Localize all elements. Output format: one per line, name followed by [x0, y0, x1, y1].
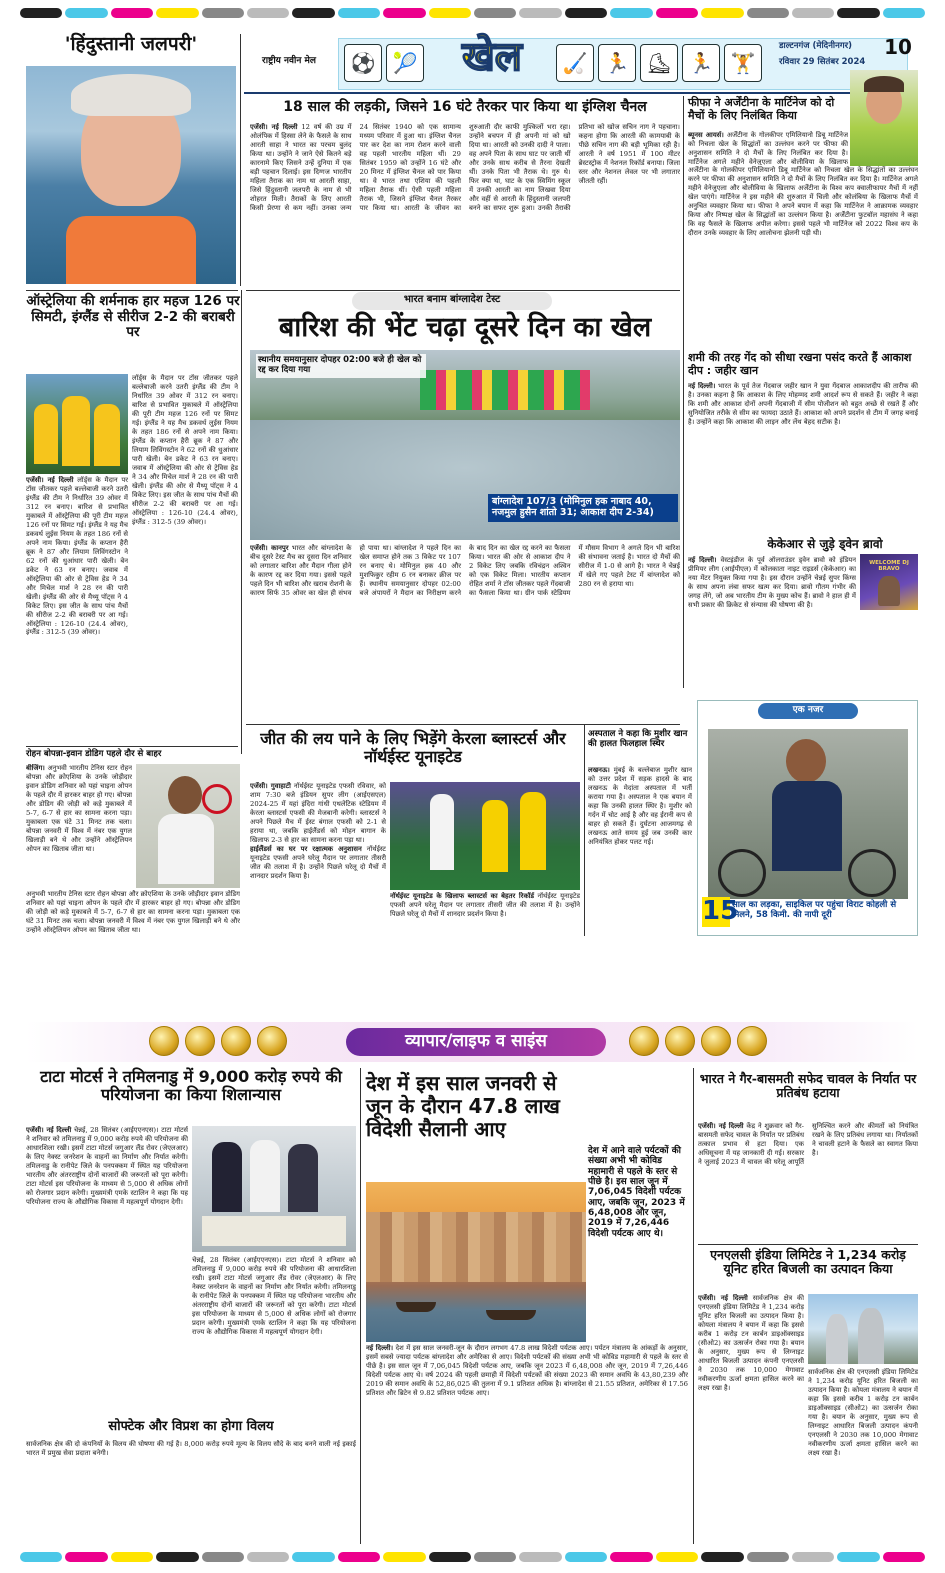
ghat-photo — [366, 1182, 586, 1342]
kerala-story-mid — [390, 892, 580, 934]
skater-icon: ⛸ — [640, 44, 678, 82]
page-number: 10 — [884, 35, 912, 59]
martinez-photo — [850, 70, 918, 166]
rice-byline: एजेंसी। नई दिल्ली — [698, 1122, 744, 1130]
kerala-headline: जीत की लय पाने के लिए भिड़ेंगे केरला ब्लास्टर्स और नॉर्थईस्ट यूनाइटेड — [260, 729, 566, 767]
kkr-byline: नई दिल्ली। — [688, 556, 717, 564]
australia-headline: ऑस्ट्रेलिया की शर्मनाक हार महज 126 पर सिमटी, इंग्लैंड से सीरीज 2-2 की बराबरी पर — [26, 293, 240, 341]
swimmer-banner: 'हिंदुस्तानी जलपरी' — [64, 33, 198, 55]
kerala-subtext: नॉर्थईस्ट यूनाइटेड एफसी अपने घरेलू मैदान पर लगातार तीसरी जीत की तलाश में है। उन्होंने पिछले घरेलू दो मैचों में शानदार प्रदर्शन किया है। — [250, 844, 386, 880]
kerala-byline: एजेंसी। गुवाहाटी — [250, 782, 291, 790]
australia-story — [26, 476, 128, 742]
bottom-color-bar — [20, 1552, 925, 1562]
runner-icon: 🏃 — [598, 44, 636, 82]
australia-byline: एजेंसी। नई दिल्ली — [26, 476, 74, 484]
kkr-text: वेस्टइंडीज के पूर्व ऑलराउंडर ड्वेन ब्रावो को इंडियन प्रीमियर लीग (आईपीएल) में कोलकाता नाइट राइडर्स (केकेआर) का नया मेंटर नियुक्त किया गया है। इस दौरान उन्होंने चेन्नई सुपर किंग्स के साथ अपना लंबा सफर खत्म कर दिया। ब्रावो गौतम गंभीर की जगह लेंगे, जो अब भारतीय टीम के मुख्य कोच हैं। ब्रावो ने हाल ही में सभी प्रकार की क्रिकेट से संन्यास की घोषणा की है। — [688, 556, 856, 609]
eknazar-label: एक नजर — [758, 703, 858, 719]
bopanna-headline: रोहन बोपन्ना-इवान डोडिग पहले दौर से बाहर — [26, 749, 162, 759]
tata-photo — [192, 1126, 356, 1252]
coins-right — [626, 1026, 770, 1060]
tata-story-cont: चेन्नई, 28 सितंबर (आईएएनएस)। टाटा मोटर्स ने शनिवार को तमिलनाडु में 9,000 करोड़ रुपये की परियोजना की आधारशिला रखी। इसमें टाटा मोटर्स जगुआर लैंड रोवर (जेएलआर) के लिए नेक्स्ट जनरेशन के वाहनों का निर्माण और निर्यात करेगी। तमिलनाडु के रानीपेट जिले के पनपक्कम में स्थित यह परियोजना भारतीय और अंतरराष्ट्रीय दोनों बाजारों की जरूरतों को पूरा करेगी। टाटा मोटर्स इस परियोजना के माध्यम से 5,000 से अधिक लोगों को रोजगार प्रदान करेगी। मुख्यमंत्री एमके स्टालिन ने कहा कि यह परियोजना राज्य के औद्योगिक विकास में महत्वपूर्ण योगदान देगी। — [192, 1256, 356, 1336]
nlc-byline: एजेंसी। नई दिल्ली — [698, 1294, 748, 1302]
musheer-byline: लखनऊ। — [588, 766, 610, 774]
kkr-headline: केकेआर से जुड़े ड्वेन ब्रावो — [767, 537, 883, 551]
bopanna-text: अनुभवी भारतीय टेनिस स्टार रोहन बोपन्ना और क्रोएशिया के उनके जोड़ीदार इवान डोडिग शनिवार को यहां चाइना ओपन के पहले दौर में हारकर बाहर हो गए। बोपन्ना और डोडिग की जोड़ी को कड़े मुकाबले में 5-7, 6-7 से हार का सामना करना पड़ा। मुकाबला एक घंटे 31 मिनट तक चला। बोपन्ना जनवरी में विश्व में नंबर एक युगल खिलाड़ी बने थे और उन्होंने ऑस्ट्रेलियन ओपन का खिताब जीता था। — [26, 764, 132, 853]
tourists-side-note: देश में आने वाले पर्यटकों की संख्या अभी भी कोविड महामारी से पहले के स्तर से पीछे है। इस साल जून में 7,06,045 विदेशी पर्यटक आए, जबकि जून, 2023 में 6,48,008 और जून, 2019 में 7,26,446 विदेशी पर्यटक आए थे। — [588, 1146, 685, 1239]
tennis-icon: 🎾 — [386, 44, 424, 82]
masthead — [244, 34, 914, 94]
bravo-photo-text: WELCOME DJ BRAVO — [869, 560, 909, 572]
eknazar-caption: साल का लड़का, साइकिल पर पहुंचा विराट कोहली से मिलने, 58 किमी. की नापी दूरी — [732, 900, 897, 920]
musheer-text: मुंबई के बल्लेबाज मुशीर खान को उत्तर प्रदेश में सड़क हादसे के बाद लखनऊ के मेदांता अस्पताल में भर्ती कराया गया है। अस्पताल ने एक बयान में कहा कि उनकी हालत स्थिर है। मुशीर को गर्दन में चोट आई है और वह ईरानी कप से बाहर हो सकते हैं। दुर्घटना आजमगढ़ से लखनऊ आते समय हुई जब उनकी कार अनियंत्रित होकर पलट गई। — [588, 766, 692, 846]
tata-text: चेन्नई, 28 सितंबर (आईएएनएस)। टाटा मोटर्स ने शनिवार को तमिलनाडु में 9,000 करोड़ रुपये की परियोजना की आधारशिला रखी। इसमें टाटा मोटर्स जगुआर लैंड रोवर (जेएलआर) के लिए नेक्स्ट जनरेशन के वाहनों का निर्माण और निर्यात करेगी। तमिलनाडु के रानीपेट जिले के पनपक्कम में स्थित यह परियोजना भारतीय और अंतरराष्ट्रीय दोनों बाजारों की जरूरतों को पूरा करेगी। टाटा मोटर्स इस परियोजना के माध्यम से 5,000 से अधिक लोगों को रोजगार प्रदान करेगी। मुख्यमंत्री एमके स्टालिन ने कहा कि यह परियोजना राज्य के औद्योगिक विकास में महत्वपूर्ण योगदान देगी। — [26, 1126, 188, 1206]
fifa-headline: फीफा ने अर्जेंटीना के मार्टिनेज को दो मैचों के लिए निलंबित किया — [688, 96, 835, 122]
tourists-text: देश में इस साल जनवरी-जून के दौरान लगभग 47.8 लाख विदेशी पर्यटक आए। पर्यटन मंत्रालय के आंकड़ों के अनुसार, इसमें सबसे ज्यादा पर्यटक बांग्लादेश और अमेरिका से आए। विदेशी पर्यटकों की संख्या अभी भी कोविड महामारी से पहले के स्तर से पीछे है। इस साल जून में 7,06,045 विदेशी पर्यटक आए, जबकि जून 2023 में 6,48,008 और जून, 2019 में 7,26,446 विदेशी पर्यटक आए थे। वर्ष 2024 की पहली छमाही में विदेशी पर्यटकों की संख्या 2023 की समान अवधि के 43,80,239 और 2019 की समान अवधि के 52,86,025 की तुलना में 9.1 प्रतिशत अधिक है। बांग्लादेश से 21.55 प्रतिशत, अमेरिका से 17.56 प्रतिशत और ब्रिटेन से 9.82 प्रतिशत पर्यटक आए। — [366, 1344, 688, 1397]
hurdler-icon: 🏃 — [682, 44, 720, 82]
nlc-story — [698, 1294, 804, 1542]
bopanna-photo — [136, 764, 240, 888]
rain-byline: एजेंसी। कानपुर — [250, 544, 289, 552]
kerala-subhead2: नॉर्थईस्ट यूनाइटेड के खिलाफ ब्लास्टर्स का बेहतर रिकॉर्ड — [390, 892, 535, 900]
swimmer-story — [250, 123, 680, 285]
nlc-headline: एनएलसी इंडिया लिमिटेड ने 1,234 करोड़ यूनिट हरित बिजली का उत्पादन किया — [710, 1247, 906, 1277]
tourists-headline: देश में इस साल जनवरी से जून के दौरान 47.8 लाख विदेशी सैलानी आए — [366, 1071, 560, 1141]
rice-headline: भारत ने गैर-बासमती सफेद चावल के निर्यात पर प्रतिबंध हटाया — [699, 1071, 917, 1101]
bopanna-story-cont: अनुभवी भारतीय टेनिस स्टार रोहन बोपन्ना और क्रोएशिया के उनके जोड़ीदार इवान डोडिग शनिवार को यहां चाइना ओपन के पहले दौर में हारकर बाहर हो गए। बोपन्ना और डोडिग की जोड़ी को कड़े मुकाबले में 5-7, 6-7 से हार का सामना करना पड़ा। मुकाबला एक घंटे 31 मिनट तक चला। बोपन्ना जनवरी में विश्व में नंबर एक युगल खिलाड़ी बने थे और उन्होंने ऑस्ट्रेलियन ओपन का खिताब जीता था। — [26, 890, 240, 934]
bravo-photo — [860, 554, 918, 610]
kerala-story — [250, 782, 386, 934]
eknazar-box — [697, 700, 918, 936]
swimmer-headline: 18 साल की लड़की, जिसने 16 घंटे तैरकर पार किया था इंग्लिश चैनल — [283, 99, 647, 115]
bopanna-byline: बीजिंग। — [26, 764, 45, 772]
musheer-story — [588, 766, 692, 934]
soccer-icon: ⚽ — [344, 44, 382, 82]
musheer-headline: अस्पताल ने कहा कि मुशीर खान की हालत फिलहाल स्थिर — [588, 729, 688, 749]
shami-headline: शमी की तरह गेंद को सीधा रखना पसंद करते हैं आकाश दीप : जहीर खान — [688, 351, 912, 377]
rain-time-note: स्थानीय समयानुसार दोपहर 02:00 बजे ही खेल को रद्द कर दिया गया — [256, 354, 426, 378]
fifa-byline: ब्यूनस आयर्स। — [688, 131, 724, 139]
rice-story — [698, 1122, 918, 1240]
edition-date: रविवार 29 सितंबर 2024 — [779, 57, 866, 67]
boy-cycle-photo — [708, 729, 908, 899]
bopanna-story — [26, 764, 132, 888]
business-banner — [26, 1022, 918, 1062]
cricket-team-photo — [26, 374, 128, 474]
tata-byline: एजेंसी। नई दिल्ली — [26, 1126, 72, 1134]
sports-icons-right — [554, 44, 764, 82]
rain-kicker: भारत बनाम बांग्लादेश टेस्ट — [352, 292, 552, 310]
kerala-text-mid: नॉर्थईस्ट यूनाइटेड एफसी अपने घरेलू मैदान पर लगातार तीसरी जीत की तलाश में है। उन्होंने पिछले घरेलू दो मैचों में शानदार प्रदर्शन किया है। — [390, 892, 580, 918]
rain-score-box: बांग्लादेश 107/3 (मोमिनुल हक नाबाद 40, नजमुल हुसैन शांतो 31; आकाश दीप 2-34) — [488, 494, 678, 522]
swimmer-photo — [26, 66, 236, 284]
australia-story-right: लॉर्ड्स के मैदान पर टॉस जीतकर पहले बल्लेबाजी करने उतरी इंग्लैंड की टीम ने निर्धारित 39 ओवर में 312 रन बनाए। बारिश से प्रभावित मुकाबले में ऑस्ट्रेलिया की पूरी टीम महज 126 रनों पर सिमट गई। इंग्लैंड ने यह मैच डकवर्थ लुईस नियम के तहत 186 रनों से अपने नाम किया। इंग्लैंड के कप्तान हैरी ब्रूक ने 87 और लियाम लिविंगस्टोन ने 62 रनों की धुआंधार पारी खेली। बेन डकेट ने 63 रन बनाए। जवाब में ऑस्ट्रेलिया की ओर से ट्रेविस हेड ने 34 और मिचेल मार्श ने 28 रन की पारी खेली। इंग्लैंड की ओर से मैथ्यू पॉट्स ने 4 विकेट लिए। इस जीत के साथ पांच मैचों की सीरीज 2-2 की बराबरी पर आ गई। ऑस्ट्रेलिया : 126-10 (24.4 ओवर), इंग्लैंड : 312-5 (39 ओवर)। — [132, 374, 238, 526]
rice-text: केंद्र ने शुक्रवार को गैर-बासमती सफेद चावल के निर्यात पर प्रतिबंध तत्काल प्रभाव से हटा दिया। एक अधिसूचना में यह जानकारी दी गई। सरकार ने जुलाई 2023 में चावल की घरेलू आपूर्ति सुनिश्चित करने और कीमतों को नियंत्रित रखने के लिए प्रतिबंध लगाया था। निर्यातकों ने चावली हटाने के फैसले का स्वागत किया है। — [698, 1122, 918, 1166]
tata-story — [26, 1126, 188, 1418]
shami-story — [688, 382, 918, 532]
power-plant-photo — [808, 1294, 918, 1364]
rain-story — [250, 544, 680, 720]
sports-icons-left — [342, 44, 426, 82]
eknazar-number: 15 — [702, 896, 739, 926]
kerala-subhead: हाईलैंडर्स का घर पर रक्षात्मक अनुशासन — [250, 844, 362, 853]
swimmer-byline: एजेंसी। नई दिल्ली — [250, 123, 298, 131]
tourists-byline: नई दिल्ली। — [366, 1344, 394, 1352]
australia-text: लॉर्ड्स के मैदान पर टॉस जीतकर पहले बल्लेबाजी करने उतरी इंग्लैंड की टीम ने निर्धारित 39 ओवर में 312 रन बनाए। बारिश से प्रभावित मुकाबले में ऑस्ट्रेलिया की पूरी टीम महज 126 रनों पर सिमट गई। इंग्लैंड ने यह मैच डकवर्थ लुईस नियम के तहत 186 रनों से अपने नाम किया। इंग्लैंड के कप्तान हैरी ब्रूक ने 87 और लियाम लिविंगस्टोन ने 62 रनों की धुआंधार पारी खेली। बेन डकेट ने 63 रन बनाए। जवाब में ऑस्ट्रेलिया की ओर से ट्रेविस हेड ने 34 और मिचेल मार्श ने 28 रन की पारी खेली। इंग्लैंड की ओर से मैथ्यू पॉट्स ने 4 विकेट लिए। इस जीत के साथ पांच मैचों की सीरीज 2-2 की बराबरी पर आ गई। ऑस्ट्रेलिया : 126-10 (24.4 ओवर), इंग्लैंड : 312-5 (39 ओवर)। — [26, 476, 128, 637]
coins-left — [146, 1026, 290, 1060]
rain-headline: बारिश की भेंट चढ़ा दूसरे दिन का खेल — [278, 312, 652, 343]
fifa-story-cont: अर्जेंटीना के गोलकीपर एमिलियानो डिबू मार्टिनेज को निचला खेल के सिद्धांतों का उल्लंघन करने पर फीफा की अनुशासन समिति ने दो मैचों के लिए निलंबित कर दिया है। मार्टिनेज अगले महीने वेनेजुएला और बोलीविया के खिलाफ अर्जेंटीना के विश्व कप क्वालीफायर मैचों में नहीं खेल पाएंगे। मार्टिनेज ने इस महीने की शुरुआत में चिली और कोलंबिया के खिलाफ मैचों में अनुचित व्यवहार किया था। फीफा ने अपने बयान में कहा कि मार्टिनेज ने आक्रामक व्यवहार किया और निष्पक्ष खेल के सिद्धांतों का उल्लंघन किया है। अर्जेंटीना फुटबॉल महासंघ ने कहा कि वह फैसले के खिलाफ अपील करेगा। इससे पहले भी मार्टिनेज को 2022 विश्व कप के दौरान उनके व्यवहार के लिए आलोचना झेलनी पड़ी थी। — [688, 166, 918, 237]
tata-headline: टाटा मोटर्स ने तमिलनाडु में 9,000 करोड़ रुपये की परियोजना का किया शिलान्यास — [40, 1067, 342, 1105]
kkr-story — [688, 556, 856, 684]
tourists-story — [366, 1344, 688, 1542]
paper-name: राष्ट्रीय नवीन मेल — [262, 56, 316, 66]
nlc-text: सार्वजनिक क्षेत्र की एनएलसी इंडिया लिमिटेड ने 1,234 करोड़ यूनिट हरित बिजली का उत्पादन किया है। कोयला मंत्रालय ने बयान में कहा कि इससे करीब 1 करोड़ टन कार्बन डाइऑक्साइड (सीओ2) का उत्सर्जन रोका गया है। बयान के अनुसार, मुख्य रूप से लिग्नाइट आधारित बिजली उत्पादन कंपनी एनएलसी ने 2030 तक 10,000 मेगावाट नवीकरणीय ऊर्जा क्षमता हासिल करने का लक्ष्य रखा है। — [698, 1294, 804, 1392]
shami-byline: नई दिल्ली। — [688, 382, 716, 390]
weightlifter-icon: 🏋 — [724, 44, 762, 82]
swimmer-text: 12 वर्ष की उम्र में ओलंपिक में हिस्सा लेने के फैसले के साथ आरती साहा ने भारत का परचम बुलंद किया था। उन्होंने ने जाने ऐसे कितने बड़े कारनामे किए जिसने उन्हें दुनिया में एक बड़ी पहचान दिलाई। इस दिग्गज भारतीय महिला तैराक का नाम था आरती साहा, जिसे हिंदुस्तानी जलपरी के नाम से भी शोहरत मिली। तैराकों के लिए आरती किसी प्रेरणा से कम नहीं। उनका जन्म 24 सितंबर 1940 को एक सामान्य मध्यम परिवार में हुआ था। इंग्लिश चैनल पार कर देश का नाम रोशन करने वाली वह पहली भारतीय महिला थीं। 29 सितंबर 1959 को उन्होंने 16 घंटे और 20 मिनट में इंग्लिश चैनल को पार किया था। वे भारत तथा एशिया की पहली महिला तैराक थीं। ऐसी पहली महिला तैराक भी, जिसने इंग्लिश चैनल तैरकर पार किया था। आरती के जीवन का शुरुआती दौर काफी मुश्किलों भरा रहा। उन्होंने बचपन में ही अपनी मां को खो दिया था। आरती को उनकी दादी ने पाला। वह अपने पिता के साथ घाट पर जाती थीं और उनके साथ करीब से तैरना देखती थीं। उनके पिता भी तैराक थे। गुरु थे। फिर क्या था, घाट के एक स्विमिंग स्कूल में उनकी आरती का नाम लिखवा दिया और वहीं से आरती के हिंदुस्तानी जलपरी बनने का सफर शुरू हुआ। उनकी तैराकी प्रतिभा को खोज सचिन नाग ने पहचाना। कहना होगा कि आरती की कामयाबी के पीछे सचिन नाग की बड़ी भूमिका रही है। आरती ने वर्ष 1951 में 100 मीटर ब्रेस्टस्ट्रोक में नेशनल रिकॉर्ड बनाया। जिला स्तर और नेशनल लेवल पर भी लगातार जीतती रहीं। — [250, 123, 680, 212]
edition-city: डाल्टनगंज (मेदिनीनगर) — [779, 41, 852, 51]
football-photo — [390, 782, 580, 890]
nlc-story-cont: सार्वजनिक क्षेत्र की एनएलसी इंडिया लिमिटेड ने 1,234 करोड़ यूनिट हरित बिजली का उत्पादन किया है। कोयला मंत्रालय ने बयान में कहा कि इससे करीब 1 करोड़ टन कार्बन डाइऑक्साइड (सीओ2) का उत्सर्जन रोका गया है। बयान के अनुसार, मुख्य रूप से लिग्नाइट आधारित बिजली उत्पादन कंपनी एनएलसी ने 2030 तक 10,000 मेगावाट नवीकरणीय ऊर्जा क्षमता हासिल करने का लक्ष्य रखा है। — [808, 1368, 918, 1457]
rain-text: भारत और बांग्लादेश के बीच दूसरे टेस्ट मैच का दूसरा दिन शनिवार को लगातार बारिश और मैदान गीला होने के कारण रद्द कर दिया गया। इससे पहले पहले दिन भी बारिश और खराब रोशनी के कारण सिर्फ 35 ओवर का खेल ही संभव हो पाया था। बांग्लादेश ने पहले दिन का खेल समाप्त होने तक 3 विकेट पर 107 रन बनाए थे। मोमिनुल हक 40 और मुशफिकुर रहीम 6 रन बनाकर क्रीज पर हैं। स्थानीय समयानुसार दोपहर 02:00 बजे अंपायरों ने मैदान का निरीक्षण करने के बाद दिन का खेल रद्द करने का फैसला किया। भारत की ओर से आकाश दीप ने 2 विकेट लिए जबकि रविचंद्रन अश्विन को एक विकेट मिला। भारतीय कप्तान रोहित शर्मा ने टॉस जीतकर पहले गेंदबाजी का फैसला किया था। ग्रीन पार्क स्टेडियम में मौसम विभाग ने अगले दिन भी बारिश की संभावना जताई है। भारत दो मैचों की सीरीज में 1-0 से आगे है। भारत ने चेन्नई में खेले गए पहले टेस्ट में बांग्लादेश को 280 रन से हराया था। — [250, 544, 680, 597]
top-color-bar — [20, 8, 925, 18]
fifa-story — [688, 131, 848, 165]
section-title: खेल — [462, 34, 522, 80]
softech-headline: सोफ्टेक और विप्रश का होगा विलय — [108, 1419, 274, 1434]
softech-story: सार्वजनिक क्षेत्र की दो कंपनियों के विलय की घोषणा की गई है। 8,000 करोड़ रुपये मूल्य के विलय सौदे के बाद बनने वाली नई इकाई भारत में प्रमुख सेवा प्रदाता बनेगी। — [26, 1440, 356, 1457]
business-banner-title: व्यापार/लाइफ व साइंस — [346, 1028, 606, 1056]
shami-text: भारत के पूर्व तेज गेंदबाज जहीर खान ने युवा गेंदबाज आकाशदीप की तारीफ की है। उनका कहना है कि आकाश के लिए मोहम्मद शमी आदर्श रूप से सकते हैं। जहीर ने कहा कि शमी और आकाश दोनों अपनी गेंदबाजी में सीम पोजीशन को बहुत अच्छे से रखते हैं और सुनियोजित तरीके से सीम का फायदा उठाते हैं। आकाश को अपने प्रदर्शन से टीम में जगह बनाई है। उन्होंने कहा कि आकाश की लाइन और लेंथ बेहद सटीक है। — [688, 382, 918, 426]
kerala-text: नॉर्थईस्ट यूनाइटेड एफसी रविवार, को शाम 7:30 बजे इंडियन सुपर लीग (आईएसएल) 2024-25 में यहां इंदिरा गांधी एथलेटिक स्टेडियम में केरला ब्लास्टर्स एफसी की मेजबानी करेगी। ब्लास्टर्स ने अपने पिछले मैच में ईस्ट बंगाल एफसी को 2-1 से हराया था, जबकि हाईलैंडर्स को मोहन बागान के खिलाफ 2-3 से हार का सामना करना पड़ा था। — [250, 782, 386, 844]
fifa-text: अर्जेंटीना के गोलकीपर एमिलियानो डिबू मार्टिनेज को निचला खेल के सिद्धांतों का उल्लंघन करने पर फीफा की अनुशासन समिति ने दो मैचों के लिए निलंबित कर दिया है। मार्टिनेज अगले महीने वेनेजुएला और बोलीविया के खिलाफ — [688, 131, 848, 165]
hockey-icon: 🏑 — [556, 44, 594, 82]
